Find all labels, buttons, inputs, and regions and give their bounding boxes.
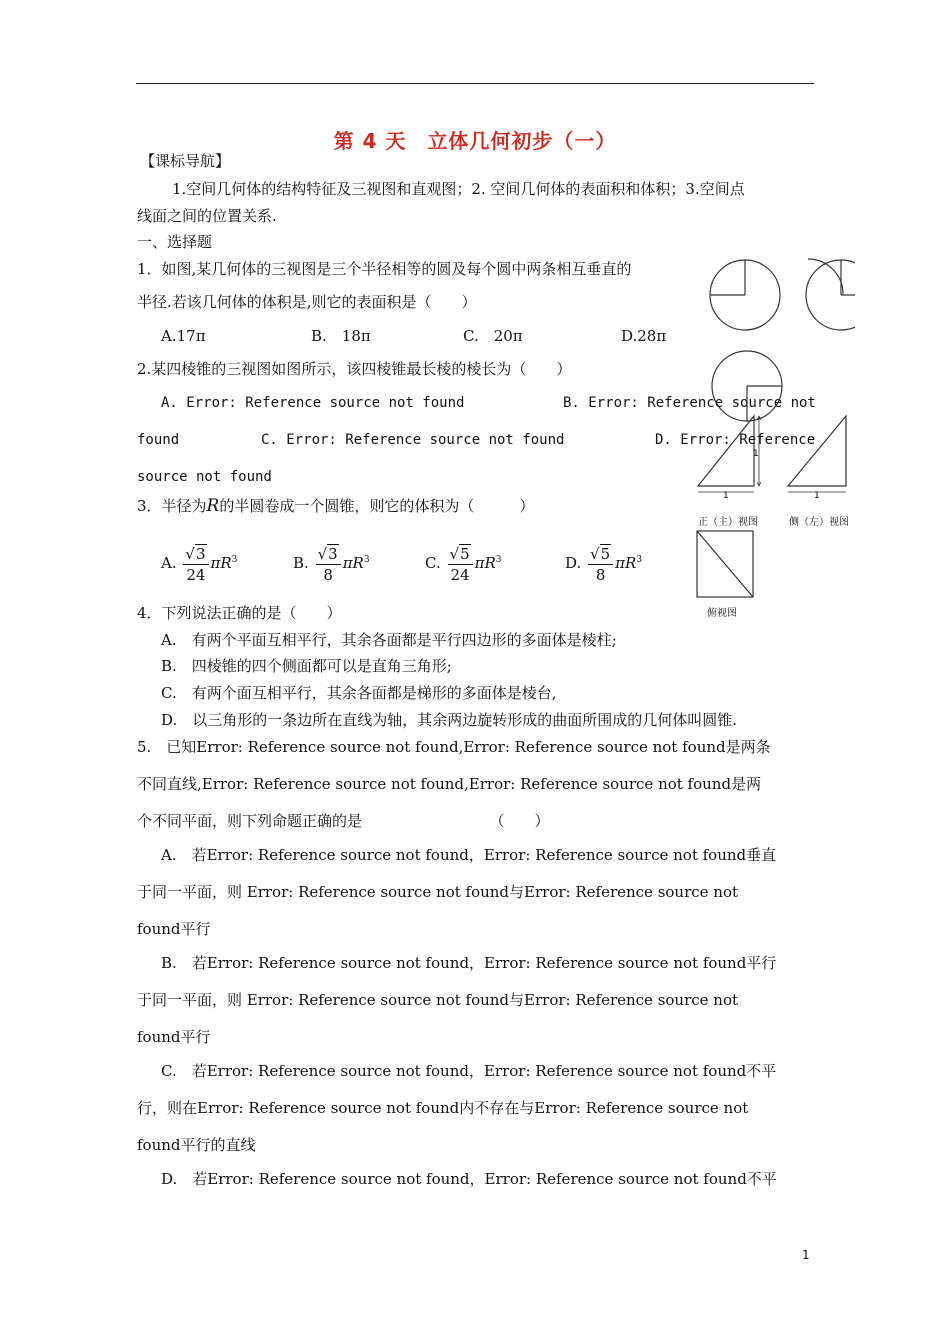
q3-option-b: B. $\frac{√3}{8}$ $\pi R^3$ <box>293 544 370 584</box>
q2-option-a: A. Error: Reference source not found <box>161 395 465 411</box>
q2-top-view <box>694 528 756 602</box>
q2-option-d: D. Error: Reference <box>655 432 816 448</box>
q5-option-a-2: 于同一平面，则 Error: Reference source not found与Error: Reference source not <box>137 883 739 901</box>
q4-option-c: C. 有两个面互相平行，其余各面都是梯形的多面体是棱台, <box>161 684 557 702</box>
q2-stem: 2.某四棱锥的三视图如图所示，该四棱锥最长棱的棱长为（ ） <box>137 360 572 378</box>
q1-option-c: C. 20π <box>463 327 523 345</box>
guide-line-1: 1.空间几何体的结构特征及三视图和直观图；2. 空间几何体的表面积和体积；3.空间点 <box>172 180 745 198</box>
q5-option-c-3: found平行的直线 <box>137 1136 256 1154</box>
q5-line-1: 5. 已知Error: Reference source not found,Error: Reference source not found是两条 <box>137 738 771 756</box>
q3-option-c: C. $\frac{√5}{24}$ $\pi R^3$ <box>425 544 502 584</box>
q2-option-b-cont: found <box>137 432 180 448</box>
top-view-label: 俯视图 <box>707 608 737 619</box>
page-number: 1 <box>802 1248 810 1262</box>
front-view-label: 正（主）视图 <box>698 517 758 528</box>
q4-option-a: A. 有两个平面互相平行，其余各面都是平行四边形的多面体是棱柱; <box>161 631 617 649</box>
q1-line-1: 1．如图,某几何体的三视图是三个半径相等的圆及每个圆中两条相互垂直的 <box>137 260 632 278</box>
q1-side-circle-right <box>808 255 853 335</box>
q5-option-a-1: A. 若Error: Reference source not found，Error: Reference source not found垂直 <box>161 846 777 864</box>
q2-option-b: B. Error: Reference source not <box>563 395 816 411</box>
front-width-dim-label: 1 <box>723 491 729 501</box>
header-rule <box>136 83 814 84</box>
q5-option-d-1: D. 若Error: Reference source not found，Error: Reference source not found不平 <box>161 1170 777 1188</box>
q5-line-2: 不同直线,Error: Reference source not found,Error: Reference source not found是两 <box>137 775 762 793</box>
q5-option-c-2: 行，则在Error: Reference source not found内不存在与Error: Reference source not <box>137 1099 749 1117</box>
side-view-label: 侧（左）视图 <box>789 517 849 528</box>
q5-line-3: 个不同平面，则下列命题正确的是 （ ） <box>137 812 550 830</box>
side-view-triangle <box>788 416 846 486</box>
q4-option-d: D. 以三角形的一条边所在直线为轴，其余两边旋转形成的曲面所围成的几何体叫圆锥. <box>161 711 738 729</box>
q5-option-b-1: B. 若Error: Reference source not found，Error: Reference source not found平行 <box>161 954 777 972</box>
q1-line-2: 半径.若该几何体的体积是,则它的表面积是（ ） <box>137 293 477 311</box>
q5-option-a-3: found平行 <box>137 920 211 938</box>
guide-heading: 【课标导航】 <box>140 152 231 170</box>
q3-option-a: A. $\frac{√3}{24}$ $\pi R^3$ <box>161 544 238 584</box>
q2-front-side-views <box>690 410 860 530</box>
q5-option-b-3: found平行 <box>137 1028 211 1046</box>
q5-option-c-1: C. 若Error: Reference source not found，Error: Reference source not found不平 <box>161 1062 777 1080</box>
guide-line-2: 线面之间的位置关系. <box>137 207 277 225</box>
q5-option-b-2: 于同一平面，则 Error: Reference source not found与Error: Reference source not <box>137 991 739 1009</box>
page-title: 第 4 天 立体几何初步（一） <box>333 129 617 153</box>
section-heading: 一、选择题 <box>137 233 213 251</box>
height-dim-label: 1 <box>753 449 759 459</box>
side-width-dim-label: 1 <box>814 491 820 501</box>
q2-option-d-cont: source not found <box>137 469 272 485</box>
q2-option-c: C. Error: Reference source not found <box>261 432 565 448</box>
q1-option-a: A.17π <box>161 327 206 345</box>
q1-option-b: B. 18π <box>311 327 371 345</box>
q1-option-d: D.28π <box>621 327 667 345</box>
q4-stem: 4．下列说法正确的是（ ） <box>137 604 342 622</box>
q4-option-b: B. 四棱锥的四个侧面都可以是直角三角形; <box>161 657 452 675</box>
q3-stem: 3．半径为R的半圆卷成一个圆锥，则它的体积为（ ） <box>137 496 535 516</box>
q3-option-d: D. $\frac{√5}{8}$ $\pi R^3$ <box>565 544 643 584</box>
front-view-triangle <box>698 416 754 486</box>
